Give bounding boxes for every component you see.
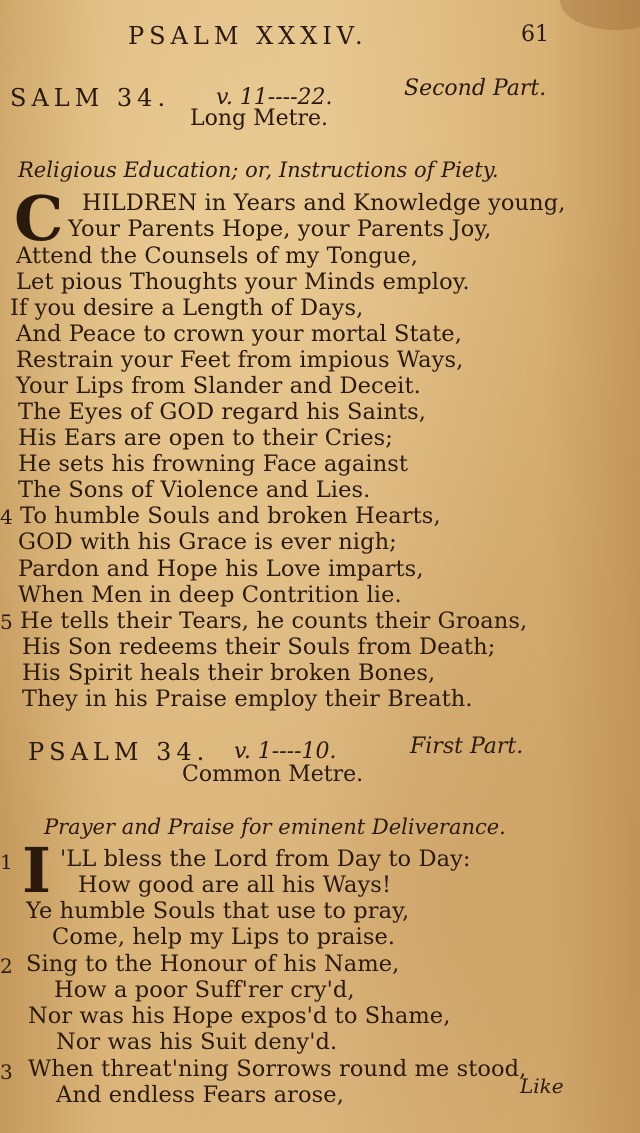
second-part-line-12: The Sons of Violence and Lies. (18, 477, 371, 503)
second-part-line-7: Restrain your Feet from impious Ways, (16, 347, 464, 373)
page-number: 61 (521, 22, 549, 47)
first-part-label: First Part. (410, 734, 524, 759)
second-part-verse-range: v. 11----22. (216, 85, 333, 110)
verse-number-1: 1 (0, 850, 13, 874)
first-part-line-3: Ye humble Souls that use to pray, (26, 898, 410, 924)
running-head-title: PSALM XXXIV. (128, 22, 368, 50)
first-part-verse-range: v. 1----10. (234, 739, 337, 764)
first-part-line-6: How a poor Suff'rer cry'd, (54, 977, 355, 1003)
second-part-drop-cap: C (14, 182, 64, 255)
verse-number-2: 2 (0, 954, 13, 978)
first-part-line-2: How good are all his Ways! (78, 872, 392, 898)
second-part-line-4: Let pious Thoughts your Minds employ. (16, 269, 470, 295)
second-part-line-5: If you desire a Length of Days, (10, 295, 364, 321)
second-part-line-11: He sets his frowning Face against (18, 451, 409, 477)
first-part-subject: Prayer and Praise for eminent Deliverance. (44, 815, 506, 839)
second-part-line-3: Attend the Counsels of my Tongue, (16, 243, 418, 269)
first-part-line-9: When threat'ning Sorrows round me stood, (28, 1056, 527, 1082)
first-part-line-5: Sing to the Honour of his Name, (26, 951, 400, 977)
first-part-line-8: Nor was his Suit deny'd. (56, 1029, 338, 1055)
second-part-psalm-title: SALM 34. (10, 84, 171, 112)
first-part-line-4: Come, help my Lips to praise. (52, 924, 396, 950)
second-part-line-13: To humble Souls and broken Hearts, (20, 503, 441, 529)
second-part-line-10: His Ears are open to their Cries; (18, 425, 393, 451)
second-part-line-14: GOD with his Grace is ever nigh; (18, 529, 397, 555)
second-part-line-8: Your Lips from Slander and Deceit. (16, 373, 421, 399)
first-part-metre: Common Metre. (182, 762, 364, 787)
second-part-line-19: His Spirit heals their broken Bones, (22, 660, 436, 686)
second-part-line-9: The Eyes of GOD regard his Saints, (18, 399, 426, 425)
first-part-line-1: 'LL bless the Lord from Day to Day: (60, 846, 471, 872)
verse-number-4: 4 (0, 505, 13, 529)
second-part-line-17: He tells their Tears, he counts their Groans, (20, 608, 528, 634)
second-part-line-18: His Son redeems their Souls from Death; (22, 634, 496, 660)
verse-number-5: 5 (0, 610, 13, 634)
catchword: Like (520, 1074, 564, 1098)
first-part-line-10: And endless Fears arose, (56, 1082, 344, 1108)
second-part-line-15: Pardon and Hope his Love imparts, (18, 556, 424, 582)
second-part-label: Second Part. (404, 76, 547, 101)
second-part-line-1: HILDREN in Years and Knowledge young, (82, 190, 566, 216)
first-part-psalm-title: PSALM 34. (28, 738, 210, 766)
first-part-line-7: Nor was his Hope expos'd to Shame, (28, 1003, 451, 1029)
second-part-line-16: When Men in deep Contrition lie. (18, 582, 402, 608)
first-part-drop-cap: I (22, 834, 52, 907)
second-part-line-20: They in his Praise employ their Breath. (22, 686, 473, 712)
verse-number-3: 3 (0, 1060, 13, 1084)
second-part-line-2: Your Parents Hope, your Parents Joy, (68, 216, 492, 242)
second-part-subject: Religious Education; or, Instructions of Piety. (18, 158, 499, 182)
second-part-line-6: And Peace to crown your mortal State, (16, 321, 462, 347)
second-part-metre: Long Metre. (190, 106, 329, 131)
